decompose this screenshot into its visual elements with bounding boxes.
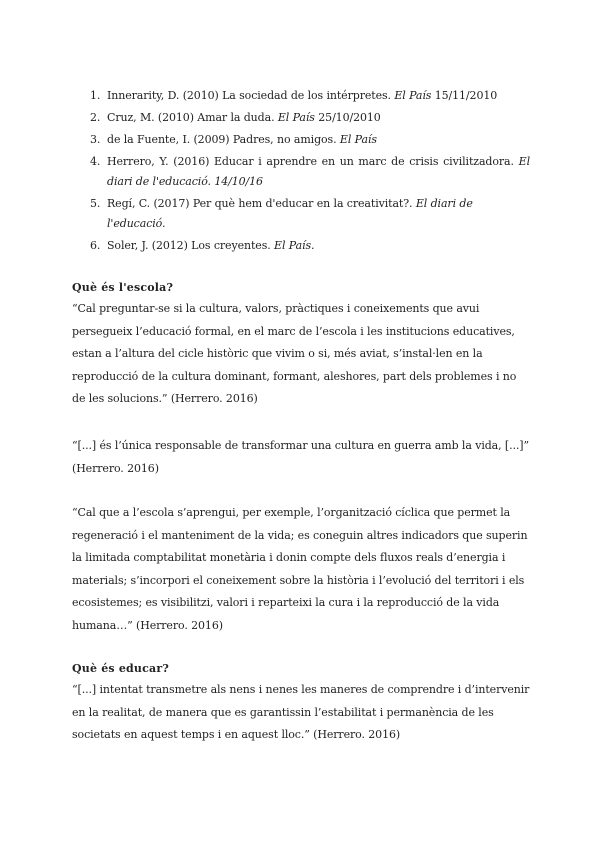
quote-block	[72, 502, 532, 638]
reference-source: El País	[339, 133, 377, 146]
quote-paragraph: “Cal preguntar-se si la cultura, valors, pràctiques i coneixements que avui persegueix l’educació formal, en el marc de l’escola i les institucions educatives, estan a l’altura del cicle històric que vivim o si, més aviat, s’instal·len en la reproducció de la cultura dominant, formant, aleshores, part dels problemes i no de les solucions.” (Herrero. 2016)	[72, 302, 517, 406]
reference-number: 3.	[90, 133, 101, 146]
reference-source: El diari de l'educació. 14/10/16	[107, 155, 530, 188]
reference-number: 2.	[90, 111, 101, 124]
reference-text: Soler, J. (2012) Los creyentes. El País.	[107, 239, 315, 252]
quote-block	[72, 435, 532, 480]
section-heading: Què és educar?	[72, 662, 169, 675]
reference-text: Regí, C. (2017) Per què hem d'educar en la creativitat?. El diari de l'educació.	[107, 197, 473, 230]
reference-text: de la Fuente, I. (2009) Padres, no amigos. El País	[107, 133, 377, 146]
reference-number: 1.	[90, 89, 101, 102]
reference-number: 6.	[90, 239, 101, 252]
reference-item	[90, 152, 530, 192]
reference-item	[90, 86, 530, 106]
reference-source: El País.	[274, 239, 315, 252]
quote-paragraph: “[...] és l’única responsable de transformar una cultura en guerra amb la vida, [...]” (Herrero. 2016)	[72, 439, 530, 475]
reference-number: 4.	[90, 155, 101, 168]
reference-source: El País	[394, 89, 432, 102]
section-what-is-educate	[72, 659, 532, 747]
reference-item	[90, 108, 530, 128]
section-heading: Què és l'escola?	[72, 281, 174, 294]
reference-item	[90, 236, 530, 256]
reference-number: 5.	[90, 197, 101, 210]
quote-paragraph: “[...] intentat transmetre als nens i nenes les maneres de comprendre i d’intervenir en la realitat, de manera que es garantissin l’estabilitat i permanència de les societats en aquest temps i en aquest lloc.” (Herrero. 2016)	[72, 683, 530, 742]
reference-text: Innerarity, D. (2010) La sociedad de los intérpretes. El País 15/11/2010	[107, 89, 498, 102]
quote-paragraph: “Cal que a l’escola s’aprengui, per exemple, l’organització cíclica que permet la regeneració i el manteniment de la vida; es coneguin altres indicadors que superin la limitada comptabilitat monetària i donin compte dels fluxos reals d’energia i materials; s’incorpori el coneixement sobre la història i l’evolució del territori i els ecosistemes; es visibilitzi, valori i reparteixi la cura i la reproducció de la vida humana…” (Herrero. 2016)	[72, 506, 528, 632]
reference-text: Herrero, Y. (2016) Educar i aprendre en un marc de crisis civilitzadora. El diari de l'educació. 14/10/16	[107, 155, 530, 188]
section-what-is-school	[72, 278, 532, 411]
reference-text: Cruz, M. (2010) Amar la duda. El País 25/10/2010	[107, 111, 381, 124]
reference-source: El País	[277, 111, 315, 124]
reference-source: El diari de l'educació.	[107, 197, 473, 230]
reference-item	[90, 194, 530, 234]
reference-item	[90, 130, 530, 150]
reference-list	[90, 86, 530, 256]
